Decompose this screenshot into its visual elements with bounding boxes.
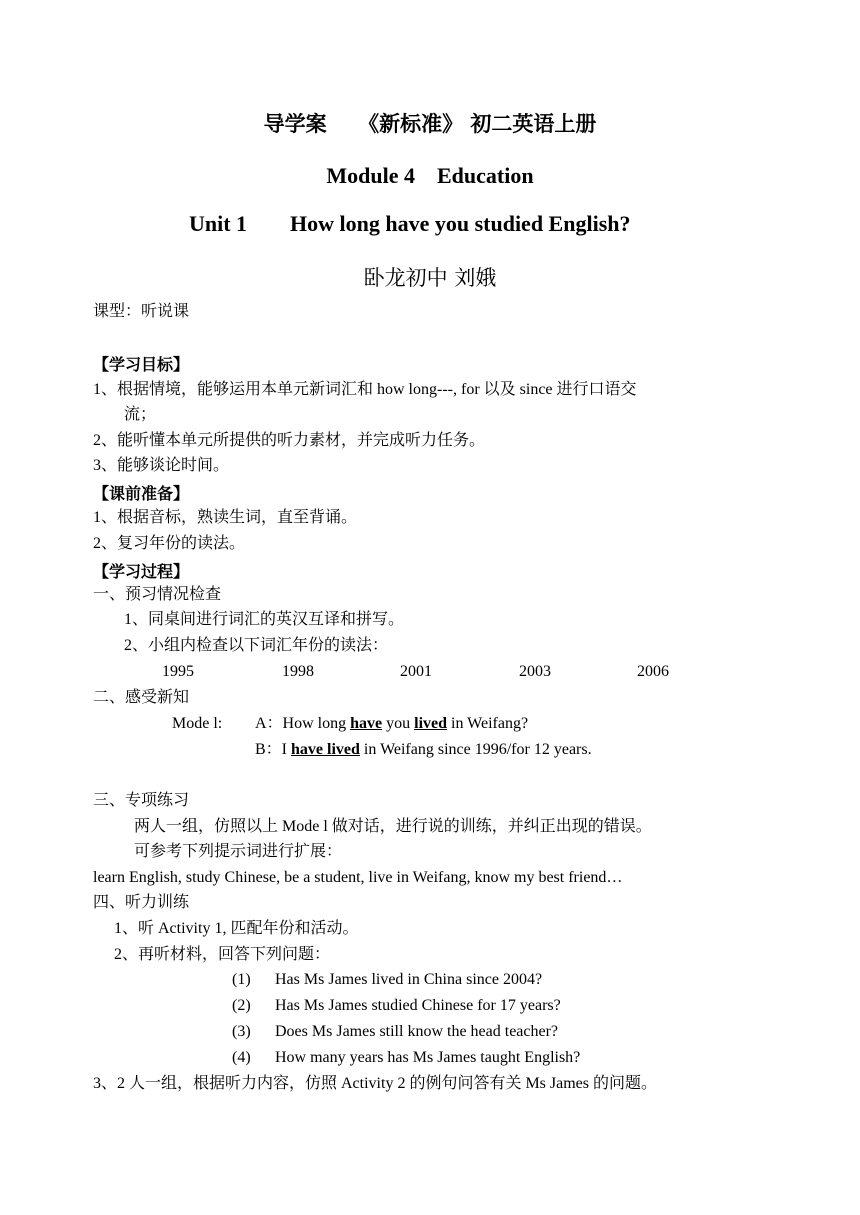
part3-title: 三、专项练习 <box>93 792 190 809</box>
dialogue-text: you <box>382 715 415 732</box>
part1-step-1: 1、同桌间进行词汇的英汉互译和拼写。 <box>124 611 405 628</box>
objective-item-1: 1、根据情境，能够运用本单元新词汇和 how long---, for 以及 since 进行口语交 <box>93 381 637 398</box>
dialogue-text: A：How long <box>255 715 351 732</box>
part3-instruction: 两人一组，仿照以上 Mode l 做对话，进行说的训练，并纠正出现的错误。 <box>134 818 652 835</box>
process-heading: 【学习过程】 <box>93 562 190 581</box>
objective-item-3: 3、能够谈论时间。 <box>93 457 230 474</box>
question-number: (2) <box>232 997 251 1014</box>
preparation-item-2: 2、复习年份的读法。 <box>93 535 246 552</box>
year-item: 1995 <box>162 663 194 680</box>
question-number: (4) <box>232 1049 251 1066</box>
unit-label: Unit 1 <box>189 211 248 236</box>
author-line: 卧龙初中 刘娥 <box>363 266 497 290</box>
objective-item-1-cont: 流； <box>124 406 157 423</box>
year-item: 1998 <box>282 663 314 680</box>
part2-title: 二、感受新知 <box>93 689 190 706</box>
part4-title: 四、听力训练 <box>93 894 190 911</box>
part1-title: 一、预习情况检查 <box>93 586 222 603</box>
part3-prompt-words: learn English, study Chinese, be a student, live in Weifang, know my best friend… <box>93 869 623 886</box>
unit-question: How long have you studied English? <box>290 211 631 236</box>
objective-item-2: 2、能听懂本单元所提供的听力素材，并完成听力任务。 <box>93 432 486 449</box>
question-text: Has Ms James studied Chinese for 17 years? <box>275 997 561 1014</box>
year-item: 2001 <box>400 663 432 680</box>
preparation-heading: 【课前准备】 <box>93 484 190 503</box>
question-number: (1) <box>232 971 251 988</box>
emphasis-word: have <box>350 715 383 732</box>
part1-step-2: 2、小组内检查以下词汇年份的读法： <box>124 637 389 654</box>
part4-step-1: 1、听 Activity 1, 匹配年份和活动。 <box>114 920 359 937</box>
dialogue-text: in Weifang since 1996/for 12 years. <box>359 741 592 758</box>
lesson-type: 课型：听说课 <box>93 303 190 320</box>
module-title: Module 4 Education <box>326 163 534 188</box>
dialogue-text: B：I <box>255 741 292 758</box>
dialogue-line-b <box>255 740 592 760</box>
question-text: Has Ms James lived in China since 2004? <box>275 971 543 988</box>
question-number: (3) <box>232 1023 251 1040</box>
objectives-heading: 【学习目标】 <box>93 355 190 374</box>
part4-step-2: 2、再听材料，回答下列问题： <box>114 946 331 963</box>
part3-hint: 可参考下列提示词进行扩展： <box>134 843 343 860</box>
dialogue-text: in Weifang? <box>447 715 529 732</box>
dialogue-line-a <box>255 714 528 734</box>
question-text: Does Ms James still know the head teacher? <box>275 1023 559 1040</box>
question-text: How many years has Ms James taught English? <box>275 1049 581 1066</box>
preparation-item-1: 1、根据音标，熟读生词，直至背诵。 <box>93 509 358 526</box>
model-label: Mode l: <box>172 715 223 732</box>
emphasis-word: lived <box>414 715 448 732</box>
document-title: 导学案 《新标准》 初二英语上册 <box>263 112 597 136</box>
part4-step-3: 3、2 人一组，根据听力内容，仿照 Activity 2 的例句问答有关 Ms James 的问题。 <box>93 1075 657 1092</box>
emphasis-phrase: have lived <box>291 741 360 758</box>
year-item: 2003 <box>519 663 551 680</box>
year-item: 2006 <box>637 663 669 680</box>
